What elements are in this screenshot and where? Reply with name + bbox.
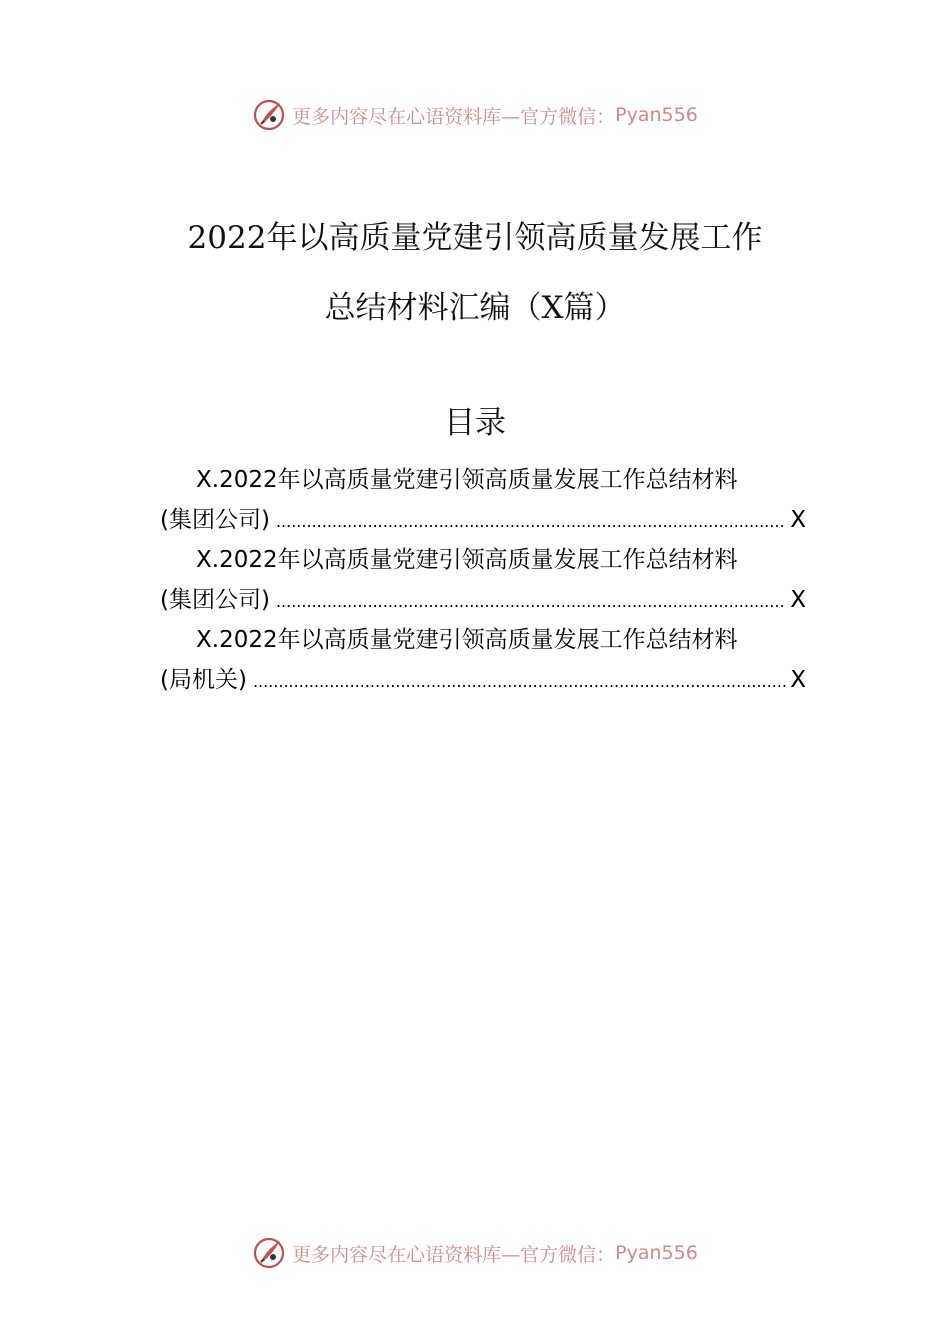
toc-entry-subtitle: (集团公司)	[160, 507, 270, 533]
toc-heading: 目录	[444, 405, 506, 441]
document-title-line1: 2022年以高质量党建引领高质量发展工作	[187, 220, 763, 256]
watermark-handle: Pyan556	[615, 1242, 698, 1264]
watermark-handle: Pyan556	[615, 104, 698, 126]
watermark-text: 更多内容尽在心语资料库—官方微信：	[292, 105, 616, 128]
toc-dot-leader	[253, 662, 786, 702]
toc-entry-title: X.2022年以高质量党建引领高质量发展工作总结材料	[196, 627, 738, 653]
toc-page-number: X	[790, 667, 806, 693]
toc-dot-leader	[276, 502, 786, 542]
quill-pen-icon	[252, 98, 286, 132]
toc-entry-title: X.2022年以高质量党建引领高质量发展工作总结材料	[196, 467, 738, 493]
footer-watermark	[0, 1233, 950, 1273]
toc-entry-title: X.2022年以高质量党建引领高质量发展工作总结材料	[196, 547, 738, 573]
toc-entry-subtitle: (局机关)	[160, 667, 247, 693]
document-title-line2: 总结材料汇编（X篇）	[324, 290, 626, 326]
toc-entry[interactable]	[160, 620, 820, 700]
watermark-text: 更多内容尽在心语资料库—官方微信：	[292, 1243, 616, 1266]
toc-entry[interactable]	[160, 540, 820, 620]
toc-page-number: X	[790, 507, 806, 533]
header-watermark	[0, 95, 950, 135]
toc-page-number: X	[790, 587, 806, 613]
toc-entry[interactable]	[160, 460, 820, 540]
table-of-contents	[160, 460, 820, 700]
toc-entry-subtitle: (集团公司)	[160, 587, 270, 613]
toc-dot-leader	[276, 582, 786, 622]
quill-pen-icon	[252, 1236, 286, 1270]
